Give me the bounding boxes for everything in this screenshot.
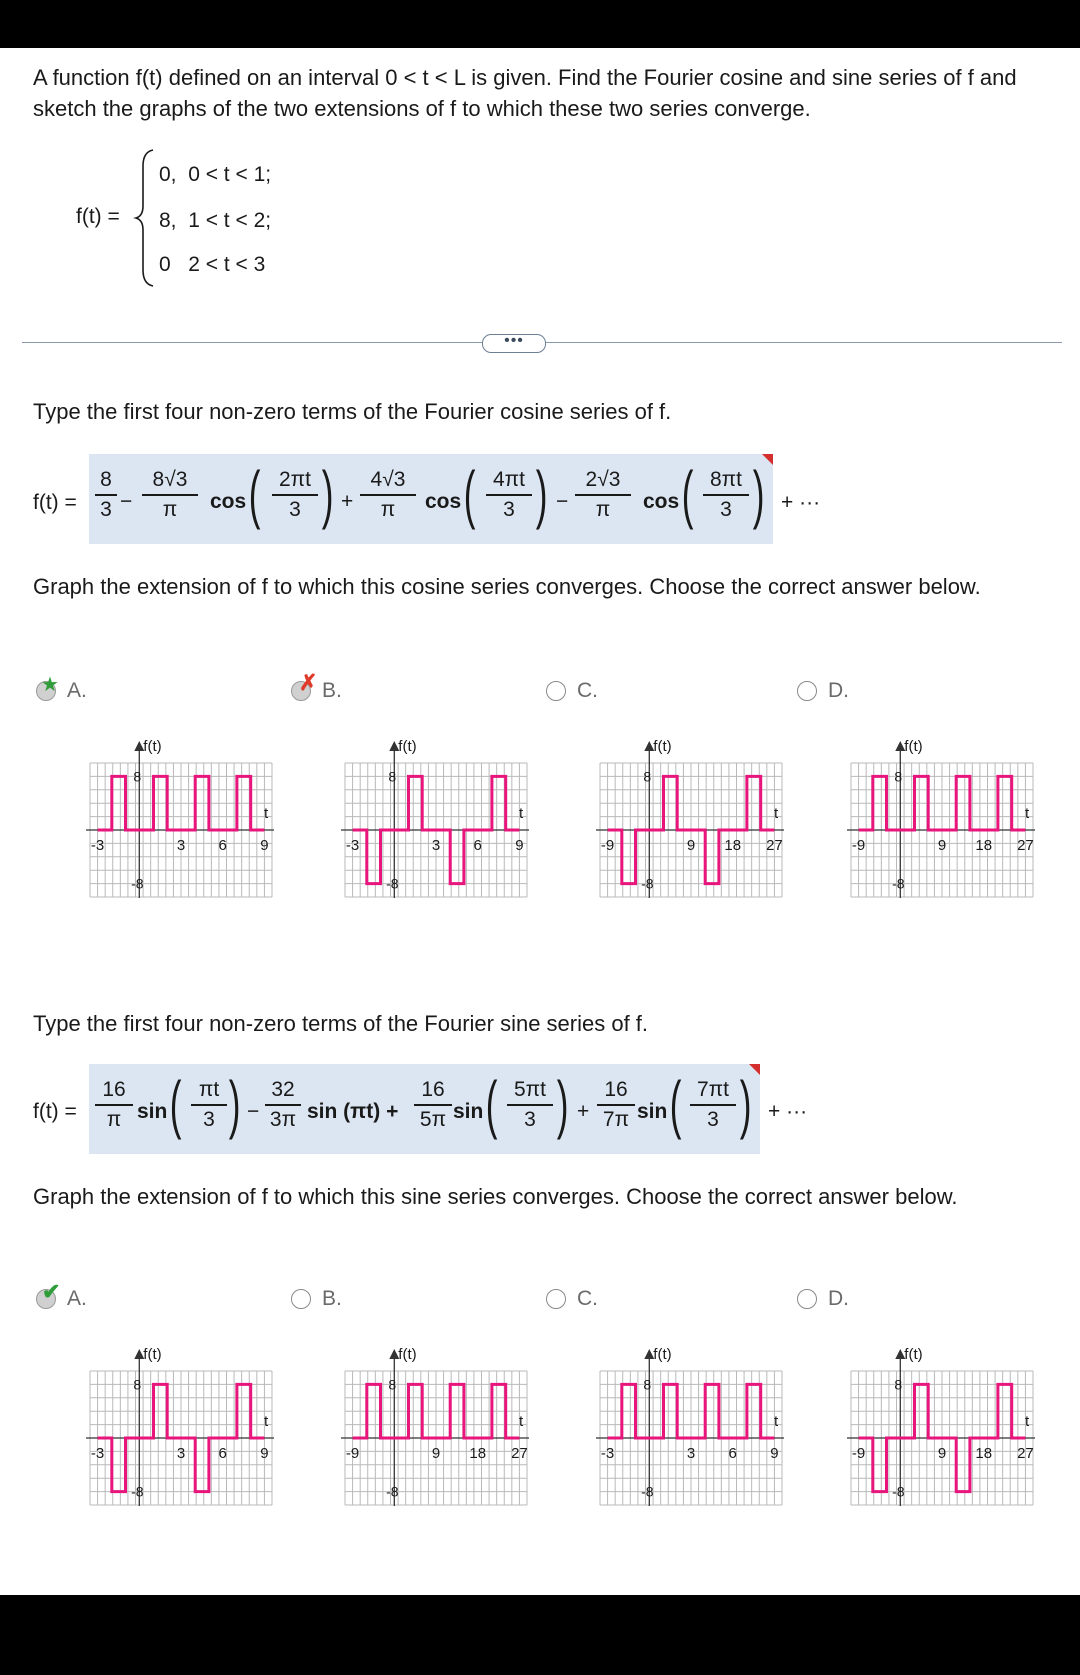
y-tick-label: -8 [386,875,399,892]
x-tick-label: -9 [345,1445,360,1462]
y-axis-label: f(t) [904,738,923,755]
incorrect-flag-icon [749,1064,760,1075]
y-tick-label: 8 [388,768,397,785]
x-tick-label: 18 [975,1445,993,1462]
y-axis-label: f(t) [653,1346,672,1363]
x-tick-label: 9 [770,1445,779,1462]
y-axis-label: f(t) [143,1346,162,1363]
sin-term1-coef: 16 π [95,1078,133,1132]
cosine-option-label[interactable]: D. [828,679,849,702]
incorrect-flag-icon [762,454,773,465]
x-tick-label: -9 [851,837,866,854]
y-tick-label: 8 [133,1376,142,1393]
x-tick-label: 9 [431,1445,441,1462]
y-axis-label: f(t) [904,1346,923,1363]
sin-term1-fn: sin [137,1100,168,1123]
cosine-option-d-radio[interactable] [797,681,817,701]
cos-term2-coef: 8√3 π [142,468,198,522]
cosine-option-c-radio[interactable] [546,681,566,701]
y-tick-label: -8 [641,1483,654,1500]
x-tick-label: 9 [515,837,524,854]
x-tick-label: -3 [600,1445,615,1462]
x-tick-label: 6 [728,1445,737,1462]
x-tick-label: 9 [686,837,696,854]
x-tick-label: 18 [469,1445,487,1462]
x-tick-label: 18 [975,837,993,854]
brace-icon [133,148,157,288]
top-bar [0,0,1080,48]
x-tick-label: 27 [766,837,783,854]
sin-term3-coef: 16 5π [414,1078,452,1132]
cos-plus1: + [341,490,354,513]
cos-ellipsis: + ··· [781,491,821,514]
x-tick-label: -3 [90,1445,105,1462]
x-tick-label: 9 [260,837,269,854]
y-axis-label: f(t) [653,738,672,755]
cosine-lhs: f(t) = [33,491,77,514]
y-axis-label: f(t) [398,1346,417,1363]
cosine-option-graph [837,713,1037,898]
cos-term3-fn: cos [425,490,462,513]
sine-lhs: f(t) = [33,1100,77,1123]
sine-option-label[interactable]: B. [322,1287,342,1310]
cosine-option-label[interactable]: B. [322,679,342,702]
sin-term3-fn: sin [453,1100,484,1123]
x-tick-label: 3 [176,1445,186,1462]
sine-prompt: Type the first four non-zero terms of the Fourier sine series of f. [33,1011,649,1036]
x-tick-label: -3 [90,837,105,854]
x-tick-label: 3 [176,837,186,854]
sin-term4-fn: sin [637,1100,668,1123]
sin-plus2: + [577,1100,590,1123]
sin-ellipsis: + ··· [768,1100,808,1123]
sine-graph-prompt: Graph the extension of f to which this sine series converges. Choose the correct answer below. [33,1184,958,1209]
y-tick-label: 8 [894,1376,903,1393]
x-tick-label: -9 [851,1445,866,1462]
sin-term4-coef: 16 7π [597,1078,635,1132]
cos-minus2: − [556,490,569,513]
y-tick-label: -8 [386,1483,399,1500]
x-tick-label: 3 [431,837,441,854]
x-tick-label: 3 [686,1445,696,1462]
y-tick-label: -8 [892,1483,905,1500]
y-tick-label: 8 [643,768,652,785]
y-tick-label: 8 [643,1376,652,1393]
cos-term4-fn: cos [643,490,680,513]
sine-option-d-radio[interactable] [797,1289,817,1309]
case-row-1: 0, 0 < t < 1; [159,163,272,186]
t-axis-label: t [774,805,779,822]
cos-minus1: − [120,490,133,513]
piecewise-lhs: f(t) = [76,205,120,228]
y-tick-label: 8 [894,768,903,785]
t-axis-label: t [1025,805,1030,822]
cosine-option-label[interactable]: C. [577,679,598,702]
cosine-prompt: Type the first four non-zero terms of the Fourier cosine series of f. [33,399,672,424]
cos-term3-coef: 4√3 π [360,468,416,522]
sin-term2-coef: 32 3π [265,1078,301,1132]
y-tick-label: 8 [133,768,142,785]
sine-option-graph [837,1321,1037,1506]
x-tick-label: 27 [1017,1445,1034,1462]
y-axis-label: f(t) [398,738,417,755]
sine-option-graph [76,1321,276,1506]
case-row-2: 8, 1 < t < 2; [159,209,272,232]
sine-option-c-radio[interactable] [546,1289,566,1309]
cosine-option-graph [586,713,786,898]
expand-more-button[interactable]: ••• [482,334,546,353]
t-axis-label: t [519,805,524,822]
x-tick-label: 6 [218,1445,227,1462]
incorrect-x-icon: ✗ [299,670,318,695]
y-tick-label: -8 [641,875,654,892]
cosine-graph-prompt: Graph the extension of f to which this cosine series converges. Choose the correct answer below. [33,574,981,599]
x-tick-label: 9 [260,1445,269,1462]
x-tick-label: 6 [473,837,482,854]
cosine-option-graph [76,713,276,898]
sine-option-label[interactable]: C. [577,1287,598,1310]
correct-star-icon: ★ [41,674,59,696]
t-axis-label: t [1025,1413,1030,1430]
x-tick-label: 18 [724,837,742,854]
sine-option-graph [586,1321,786,1506]
x-tick-label: -9 [600,837,615,854]
case-row-3: 0 2 < t < 3 [159,253,266,276]
sine-answer-box[interactable]: 16 π sin ( πt 3 ) − 32 3π sin (πt) + 16 5π sin ( 5πt 3 ) + 16 7π sin ( 7πt 3 ) [89,1064,760,1154]
y-tick-label: -8 [892,875,905,892]
cos-term4-coef: 2√3 π [575,468,631,522]
cosine-option-graph [331,713,531,898]
sin-term1-arg: πt 3 [191,1078,227,1132]
sine-option-graph [331,1321,531,1506]
cosine-option-label[interactable]: A. [67,679,87,702]
cos-term4-arg: 8πt 3 [703,468,749,522]
bottom-bar [0,1595,1080,1675]
cos-term3-arg: 4πt 3 [486,468,532,522]
correct-check-icon: ✔ [42,1279,61,1304]
sine-option-label[interactable]: A. [67,1287,87,1310]
x-tick-label: 6 [218,837,227,854]
x-tick-label: 9 [937,1445,947,1462]
x-tick-label: 27 [511,1445,528,1462]
x-tick-label: 27 [1017,837,1034,854]
sin-term4-arg: 7πt 3 [690,1078,736,1132]
x-tick-label: -3 [345,837,360,854]
t-axis-label: t [264,805,269,822]
cosine-answer-box[interactable]: 8 3 − 8√3 π cos ( 2πt 3 ) + 4√3 π cos ( 4πt 3 ) − 2√3 π cos ( 8πt 3 ) [89,454,773,544]
x-tick-label: 9 [937,837,947,854]
sin-term2-fn: sin (πt) + [307,1100,399,1123]
t-axis-label: t [774,1413,779,1430]
y-tick-label: -8 [131,875,144,892]
sin-minus1: − [247,1100,260,1123]
y-tick-label: 8 [388,1376,397,1393]
sine-option-b-radio[interactable] [291,1289,311,1309]
t-axis-label: t [519,1413,524,1430]
cos-term2-arg: 2πt 3 [272,468,318,522]
y-tick-label: -8 [131,1483,144,1500]
sin-term3-arg: 5πt 3 [507,1078,553,1132]
cos-term1: 8 3 [95,468,117,522]
sine-option-label[interactable]: D. [828,1287,849,1310]
cos-term2-fn: cos [210,490,247,513]
problem-statement: A function f(t) defined on an interval 0 < t < L is given. Find the Fourier cosine and sine series of f and sketch the graphs of the two extensions of f to which these two series converge. [33,65,1017,121]
t-axis-label: t [264,1413,269,1430]
y-axis-label: f(t) [143,738,162,755]
